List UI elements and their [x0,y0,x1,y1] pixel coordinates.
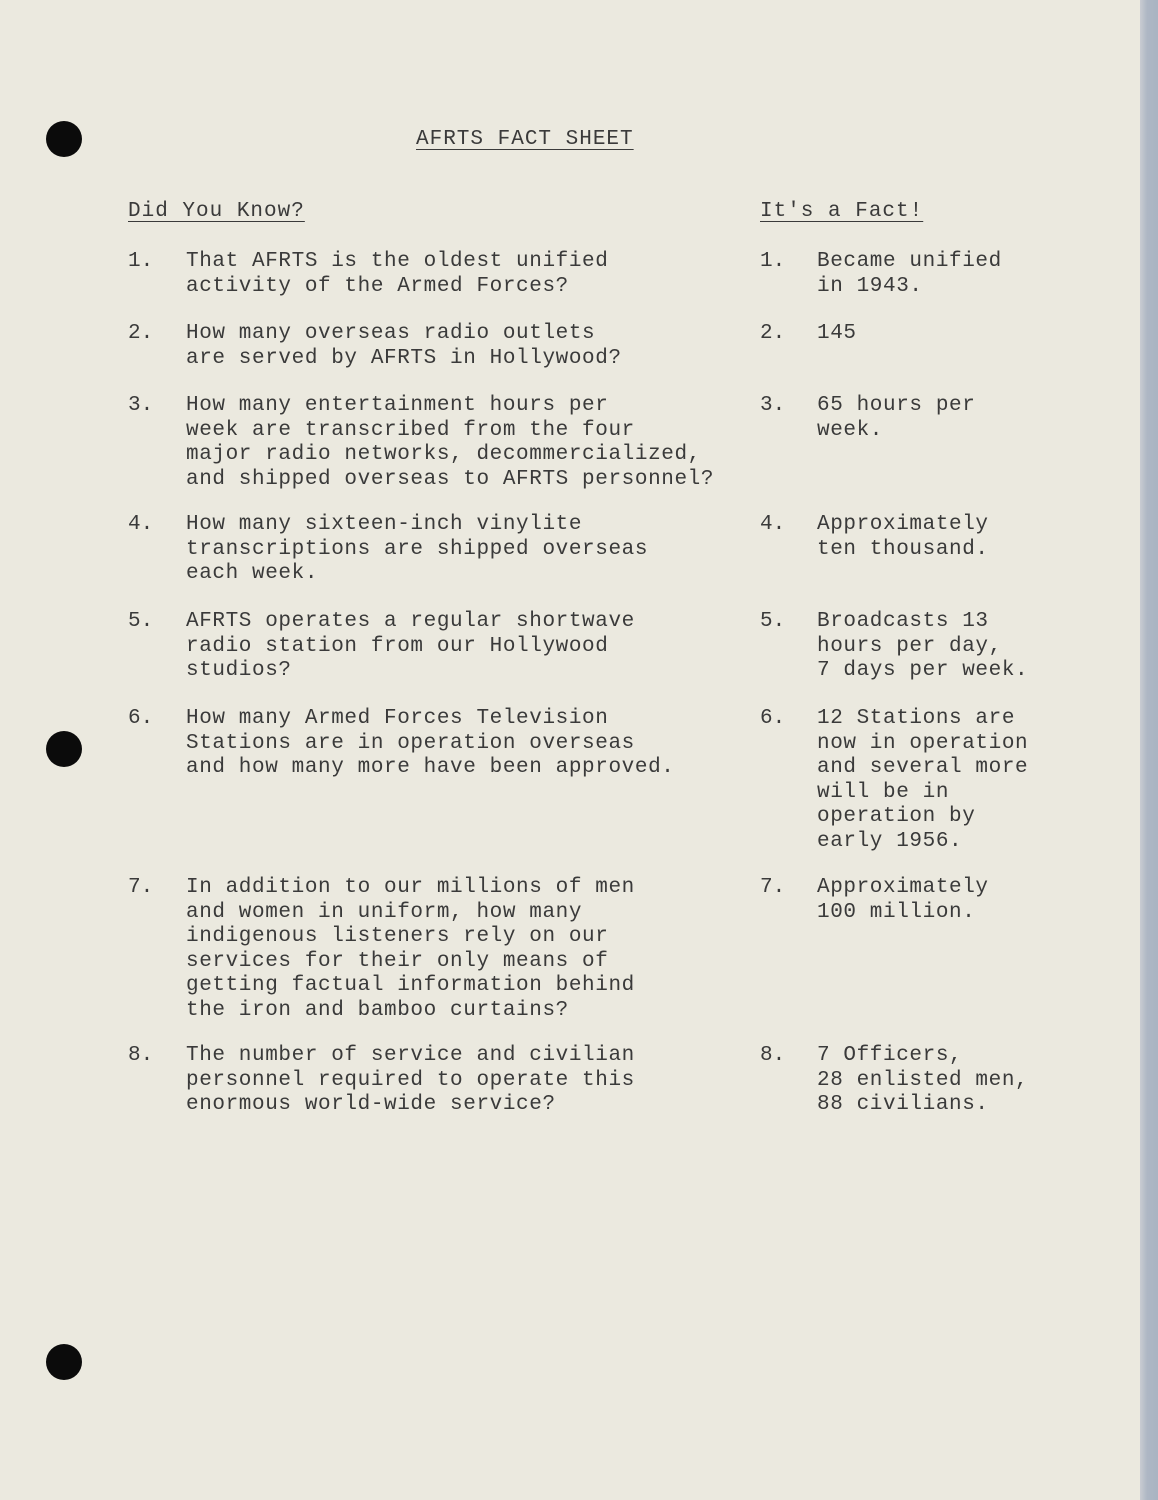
answer-text: 12 Stations are now in operation and several more will be in operation by early 1956. [817,707,1029,853]
question-number: 3. [128,394,154,417]
question-number: 1. [128,250,154,273]
question-text: That AFRTS is the oldest unified activity of the Armed Forces? [186,250,609,298]
question-number: 2. [128,322,154,345]
question-text: How many sixteen-inch vinylite transcriptions are shipped overseas each week. [186,513,649,585]
question-text: AFRTS operates a regular shortwave radio station from our Hollywood studios? [186,610,635,682]
answer-number: 4. [760,513,786,536]
question-number: 5. [128,610,154,633]
answer-text: Approximately 100 million. [817,876,989,924]
question-number: 4. [128,513,154,536]
answer-number: 6. [760,707,786,730]
question-text: How many overseas radio outlets are served by AFRTS in Hollywood? [186,322,622,370]
question-number: 7. [128,876,154,899]
answer-text: 7 Officers, 28 enlisted men, 88 civilians. [817,1044,1029,1116]
page-title: AFRTS FACT SHEET [416,128,634,151]
answers-heading: It's a Fact! [760,200,924,223]
answer-text: Approximately ten thousand. [817,513,989,561]
answer-number: 8. [760,1044,786,1067]
answer-number: 3. [760,394,786,417]
answer-text: Broadcasts 13 hours per day, 7 days per week. [817,610,1029,682]
question-text: How many Armed Forces Television Stations are in operation overseas and how many more have been approved. [186,707,675,779]
punch-hole-bottom [46,1344,82,1380]
answer-number: 7. [760,876,786,899]
question-text: How many entertainment hours per week are transcribed from the four major radio networks, decommercialized, and shipped overseas to AFRTS personnel? [186,394,715,491]
answer-text: 65 hours per week. [817,394,976,442]
question-number: 6. [128,707,154,730]
questions-heading: Did You Know? [128,200,305,223]
question-text: In addition to our millions of men and women in uniform, how many indigenous listeners rely on our services for their only means of getting factual information behind the iron and bamboo curtains? [186,876,635,1022]
question-number: 8. [128,1044,154,1067]
answer-text: 145 [817,322,857,345]
punch-hole-middle [46,731,82,767]
punch-hole-top [46,121,82,157]
answer-number: 1. [760,250,786,273]
answer-number: 5. [760,610,786,633]
question-text: The number of service and civilian personnel required to operate this enormous world-wide service? [186,1044,635,1116]
answer-text: Became unified in 1943. [817,250,1002,298]
page-edge [1140,0,1158,1500]
answer-number: 2. [760,322,786,345]
